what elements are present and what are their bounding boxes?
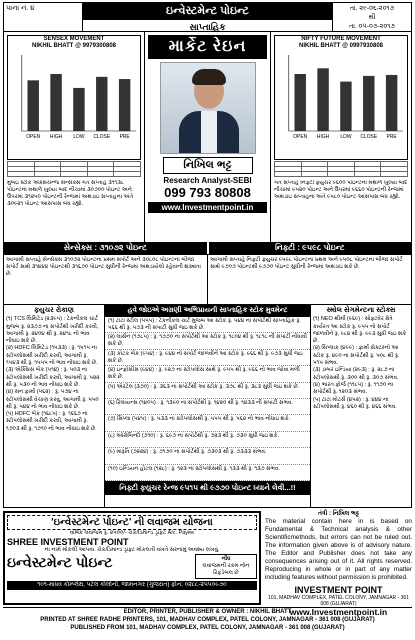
date-mid: થી bbox=[368, 14, 376, 21]
sensex-outlook: આગામી સપ્તાહે સેન્સેક્સ ૩૧૦૭૨ પોઇન્ટના પ્રથમ સપોર્ટ અને ૩૦૮૦૮ પોઇન્ટના બીજા સપોર્ટ સાથે ૩૧૪૪૪ પોઇન્ટથી ૩૧૬૭૦ પોઇન્ટ સુધીની રેન્જમાં અથડાયેલો રહેવાની શક્યતા છે. bbox=[6, 257, 201, 277]
chart-bar bbox=[340, 82, 351, 131]
chart-category-label: CLOSE bbox=[360, 134, 378, 141]
ad-note bbox=[195, 554, 257, 579]
sensex-summary: મુંબઇ સ્ટોક એક્સચેન્જ સેન્સેક્સ ગત સપ્તાહે ૩૧૧૩૮ પોઇન્ટના મથાળે ખુલ્યા બાદ નીચામાં ૩૦૭૦૦ પોઇન્ટ અને ઉપરમાં ૩૧૨૫૦ પોઇન્ટની રેન્જમાં અથડાઇ સપ્તાહના અંતે ૩૦૯૨૧ પોઇન્ટ આસપાસ બંધ રહ્યો. bbox=[7, 180, 134, 207]
ad-heading: 'ઇન્વેસ્ટમેન્ટ પોઇન્ટ' ની લવાજમ યોજના bbox=[7, 515, 257, 530]
futures-item: (૫) HDFC બેંક (૧૬૮૫) : રૂ. ૧૬૬૭ ના સ્ટોપલોસથી ખરીદી કરવી, આગામી રૂ. ૧૭૦૩ થી રૂ. ૧૭૧૦ નો ભાવ નોંધાઇ શકે છે. bbox=[6, 411, 97, 432]
ad-line1: વાર્ષિક લવાજમ રૂ. ૨૫૦૦/- ચેક/ડિમાન્ડ ડ્રાફ્ટ A/c. Payee bbox=[69, 530, 195, 536]
phone-number: 099 793 80808 bbox=[164, 185, 251, 200]
disclaimer-company: INVESTMENT POINT bbox=[294, 585, 383, 595]
chart-category-label: LOW bbox=[73, 134, 85, 141]
chart-bar bbox=[386, 75, 397, 131]
chart-category-label: HIGH bbox=[49, 134, 63, 141]
disclaimer-heading: તંત્રી : નિખિલ ભટ્ટ bbox=[317, 511, 360, 517]
title-block bbox=[82, 3, 333, 31]
ad-note-title: નોંધ bbox=[221, 556, 231, 562]
nifty-table bbox=[274, 161, 408, 177]
date-to: તા. ૦૫-૦૭-૨૦૧૭ bbox=[349, 23, 395, 30]
ad-line2: ના નામે મોકલી આપવા. ચેક/ડિમાન્ડ ડ્રાફ્ટ મોકલતી વખતે સરનામું અવશ્ય લખવું. bbox=[44, 547, 220, 553]
chart-bar bbox=[73, 88, 84, 131]
futures-column bbox=[4, 305, 104, 507]
disclaimer-website[interactable]: www.Investmentpoint.in bbox=[289, 607, 388, 617]
stock-item: (૩) કોટક બેંક (૯૫૪) : રૂ. ૯૪૪ નો સપોર્ટ જાળવીને આ સ્ટોક રૂ. ૯૬૬ થી રૂ. ૯૭૩ સુધી જઇ શકે છે. bbox=[105, 350, 310, 366]
paper-subtitle: સાપ્તાહિક bbox=[189, 22, 226, 32]
stock-item: (૨) લાર્સન (૧૭૮૫) : રૂ. ૧૭૭૦ ના સપોર્ટથી આ સ્ટોક રૂ. ૧૮૦૪ થી રૂ. ૧૮૧૮ ની સપાટી નોંધાવી શકે છે. bbox=[105, 333, 310, 349]
chart-bar bbox=[295, 74, 306, 131]
masthead bbox=[3, 2, 412, 32]
chart-category-label: OPEN bbox=[26, 134, 41, 141]
nifty-chart bbox=[274, 35, 408, 160]
futures-heading: ફ્યુચર રોકાણ bbox=[34, 307, 74, 314]
date-range bbox=[333, 3, 411, 31]
nifty-chart-subtitle: NIKHIL BHATT @ 0997930808 bbox=[299, 43, 383, 49]
nifty-section bbox=[271, 32, 411, 242]
columnist-panel bbox=[144, 32, 271, 242]
analyst-label: Research Analyst-SEBI bbox=[163, 176, 252, 185]
sensex-chart-title: SENSEX MOVEMENT bbox=[43, 36, 105, 42]
sensex-section bbox=[4, 32, 144, 242]
column-banner: માર્કેટ રેઇન bbox=[148, 35, 267, 59]
stock-item: (૧) ટાટા સ્ટીલ (૫૫૫) : ટેકનીકલ ચાર્ટ મુજબ આ સ્ટોક રૂ. ૫૪૪ ના સપોર્ટથી સાપ્તાહિક રૂ. ૫૬૬ થી રૂ. ૫૭૩ ની સપાટી સુધી જઇ શકે છે. bbox=[105, 317, 310, 333]
columnist-photo bbox=[160, 62, 256, 154]
chart-bar bbox=[317, 68, 328, 131]
imprint-line3: PUBLISHED FROM 101, MADHAV COMPLEX, PATEL COLONY, JAMNAGAR - 361 008 (GUJARAT) bbox=[70, 625, 345, 631]
chart-bar bbox=[363, 76, 374, 131]
stock-item: (૪) ઇન્ફોસીસ (૯૪૪) : રૂ. ૯૨૭ ના સ્ટોપલોસ સાથે રૂ. ૯૫૫ થી રૂ. ૯૬૬ નો ભાવ જોવા મળી શકે છે. bbox=[105, 366, 310, 382]
nifty-chart-title: NIFTY FUTURE MOVEMENT bbox=[301, 36, 381, 42]
stock-movement-heading: હવે જોઇએ અગ્રણી અભિપ્રાયની સાપ્તાહિક સ્ટોક મુવમેન્ટ bbox=[105, 305, 310, 317]
nifty-level: નિફ્ટી : ૯૫૯૮ પોઇન્ટ bbox=[209, 242, 412, 254]
stock-item: (૬) રિલાયન્સ (૧૪૦૫) : રૂ. ૧૩૯૦ ના સપોર્ટથી રૂ. ૧૪૨૦ થી રૂ. ૧૪૩૩ ની સપાટી સંભવ. bbox=[105, 399, 310, 415]
smallcap-heading: સ્મોલ સેગમેન્ટના સ્ટોક્સ bbox=[326, 307, 396, 314]
disclaimer bbox=[265, 511, 412, 617]
stock-movement-column bbox=[104, 305, 311, 507]
chart-category-label: CLOSE bbox=[93, 134, 111, 141]
sensex-bars bbox=[8, 51, 140, 146]
nifty-summary: ગત સપ્તાહે નિફ્ટી ફ્યુચર ૯૬૦૦ પોઇન્ટના મથાળે ખુલ્યા બાદ નીચામાં ૯૫૨૦ પોઇન્ટ અને ઉપરમાં ૯૬૬૦ પોઇન્ટની રેન્જમાં અથડાઇ સપ્તાહના અંતે ૯૫૮૦ પોઇન્ટ આસપાસ બંધ રહ્યો. bbox=[274, 180, 408, 200]
website-link[interactable]: www.Investmentpoint.in bbox=[148, 202, 267, 213]
chart-bar bbox=[119, 79, 130, 131]
chart-category-label: PRE bbox=[119, 134, 130, 141]
stock-item: (૮) ઓરોબિન્દો (૭૧૦) : રૂ. ૬૯૭ ના સપોર્ટથી રૂ. ૭૨૩ થી રૂ. ૭૩૦ સુધી જઇ શકે. bbox=[105, 432, 310, 448]
disclaimer-text: The material contain here in is based on Fundamental & Technical analysis & other Scientificmethods, but errors can not be ruled out. The information given above is of advisory nature. The Editor and Publisher does not take any consequences arising out of it. All rights reserved. Reproducing in whole or in part of any matter including features without permission is prohibited. bbox=[265, 518, 412, 581]
chart-category-label: LOW bbox=[340, 134, 352, 141]
smallcap-column bbox=[311, 305, 411, 507]
ad-brand: ઇન્વેસ્ટમેન્ટ પોઇન્ટ bbox=[7, 554, 113, 570]
stock-item: (૭) સિપ્લા (૫૪૫) : રૂ. ૫૩૩ ના સ્ટોપલોસથી રૂ. ૫૫૫ થી રૂ. ૫૬૨ નો ભાવ નોંધાઇ શકે. bbox=[105, 415, 310, 431]
date-from: તા. ૨૯-૦૬-૨૦૧૭ bbox=[349, 5, 395, 12]
futures-item: (૨) HDFC લિમિટેડ (૧૫૩૩) : રૂ. ૧૫૧૫ ના સ્ટોપલોસથી ખરીદી કરવી, આગામી રૂ. ૧૫૪૩ થી રૂ. ૧૫૫૫ નો ભાવ નોંધાઇ શકે છે. bbox=[6, 345, 98, 367]
paper-title: ઇન્વેસ્ટમેન્ટ પોઇન્ટ bbox=[83, 3, 332, 20]
smallcap-item: (૩) ડાબર ઇન્ડિયા (૨૯૩) : રૂ. ૨૮૭ ના સ્ટોપલોસથી રૂ. ૩૦૦ થી રૂ. ૩૦૭ સંભવ. bbox=[313, 367, 399, 381]
stock-section bbox=[3, 305, 412, 508]
columnist-name: નિખિલ ભટ્ટ bbox=[163, 157, 253, 174]
smallcap-item: (૫) ટાટા મોટર્સ (૪૫૨) : રૂ. ૪૪૪ ના સ્ટોપલોસથી રૂ. ૪૬૦ થી રૂ. ૪૬૬ સંભવ. bbox=[313, 396, 397, 410]
nifty-range-line: નિફ્ટી ફ્યુચર રેન્જ ૯૫૧૫ થી ૯૭૭૦ પોઇન્ટ ધ્યાને લેવી...!! bbox=[105, 481, 310, 495]
stock-item: (૧૦) ઇન્ડિયન હોટલ (૧૨૮) : રૂ. ૧૨૩ ના સ્ટોપલોસથી રૂ. ૧૩૩ થી રૂ. ૧૩૭ સંભવ. bbox=[105, 465, 310, 481]
futures-item: (૧) TCS લિમિટેડ (૨૩૯૫) : ટેકનીકલ ચાર્ટ મુજબ રૂ. ૨૩૭૭ ના સપોર્ટથી ખરીદી કરવી, આગામી રૂ. ૨૪૦૪ થી રૂ. ૨૪૧૮ નો ભાવ નોંધાઇ શકે છે. bbox=[6, 316, 99, 345]
chart-category-label: PRE bbox=[386, 134, 397, 141]
imprint-line1: EDITOR, PRINTER, PUBLISHER & OWNER : NIKHIL BHATT bbox=[123, 609, 292, 615]
imprint-line2: PRINTED AT SHREE RADHE PRINTERS, 101, MADHAV COMPLEX, PATEL COLONY, JAMNAGAR - 361 008 (GUJARAT) bbox=[40, 617, 375, 623]
disclaimer-address: 101, MADHAV COMPLEX, PATEL COLONY, JAMNAGAR - 361 008 (GUJARAT) bbox=[268, 595, 409, 607]
sensex-table bbox=[7, 161, 141, 177]
stock-item: (૫) એરટેલ (૩૭૦) : રૂ. ૩૬૩ ના સપોર્ટથી આ સ્ટોક રૂ. ૩૭૮ થી રૂ. ૩૮૩ સુધી જઇ શકે છે. bbox=[105, 383, 310, 399]
sensex-chart-subtitle: NIKHIL BHATT @ 9979300808 bbox=[32, 43, 116, 49]
chart-bar bbox=[96, 77, 107, 131]
ad-note-text: લવાજમની રકમ નોન રિફંડેબલ છે bbox=[202, 563, 250, 576]
subscription-ad bbox=[3, 511, 261, 605]
chart-band bbox=[3, 32, 412, 242]
chart-category-label: OPEN bbox=[293, 134, 308, 141]
futures-item: (૪) સન ફાર્મા (૫૬૨) : રૂ. ૫૭૪ ના સ્ટોપલોસથી વેચાણ કરવું, આગામી રૂ. ૫૫૦ થી રૂ. ૫૪૪ નો ભાવ નોંધાઇ શકે છે. bbox=[6, 389, 99, 410]
ad-company: SHREE INVESTMENT POINT bbox=[7, 537, 129, 547]
chart-bar bbox=[28, 80, 39, 131]
stock-item: (૯) મારૂતિ (૭૨૨૪) : રૂ. ૭૧૭૦ ના સપોર્ટથી રૂ. ૭૩૦૩ થી રૂ. ૭૩૩૩ સંભવ. bbox=[105, 448, 310, 464]
nifty-bars bbox=[275, 51, 407, 146]
futures-item: (૩) એક્સિસ બેંક (૫૧૪) : રૂ. ૫૦૩ ના સ્ટોપલોસથી ખરીદી કરવી, આગામી રૂ. ૫૨૨ થી રૂ. ૫૩૦ નો ભાવ નોંધાઇ શકે છે. bbox=[6, 367, 100, 388]
ad-address: ૧૦૧-માધવ કોમ્પ્લેક્ષ, પટેલ કોલોની, જામનગર (ગુજરાત) ફોન: ૦૨૮૮-૨૫૫૦૯૭૦ bbox=[7, 581, 257, 590]
level-bars bbox=[3, 242, 412, 255]
smallcap-item: (૨) સિપ્લાક (૪૯૯) : ફાર્મા સેક્ટરનો આ સ્ટોક રૂ. ૪૯૦ ના સપોર્ટથી રૂ. ૫૦૮ થી રૂ. ૫૧૫ સંભવ. bbox=[313, 345, 400, 367]
outlook-notes bbox=[3, 255, 412, 305]
page-number: પાના નં. ૪ bbox=[6, 5, 35, 12]
sensex-level: સેન્સેક્સ : ૩૧૦૭૨ પોઇન્ટ bbox=[4, 242, 207, 254]
smallcap-item: (૪) ભારત ફોર્જ (૧૧૮૫) : રૂ. ૧૧૭૦ ના સપોર્ટથી રૂ. ૧૨૦૩ સંભવ. bbox=[313, 381, 394, 396]
smallcap-item: (૧) NEO થીર્માં (૯૬૯) : સોફ્ટવેર ક્ષેત્રે કાર્યરત આ સ્ટોક રૂ. ૯૫૫ નો સપોર્ટ જાળવીને રૂ. ૯૮૪ થી રૂ. ૯૯૩ સુધી જઇ શકે છે. bbox=[313, 316, 407, 345]
sensex-chart bbox=[7, 35, 141, 160]
chart-bar bbox=[50, 74, 61, 131]
chart-category-label: HIGH bbox=[316, 134, 330, 141]
nifty-outlook: આગામી સપ્તાહે નિફ્ટી ફ્યુચર ૯૫૯૮ પોઇન્ટના પ્રથમ અને ૯૫૦૮ પોઇન્ટના બીજા સપોર્ટ સાથે ૯૭૦૭ પોઇન્ટથી ૯૭૭૦ પોઇન્ટ સુધીની રેન્જમાં અથડાઇ શકે છે. bbox=[207, 255, 411, 304]
